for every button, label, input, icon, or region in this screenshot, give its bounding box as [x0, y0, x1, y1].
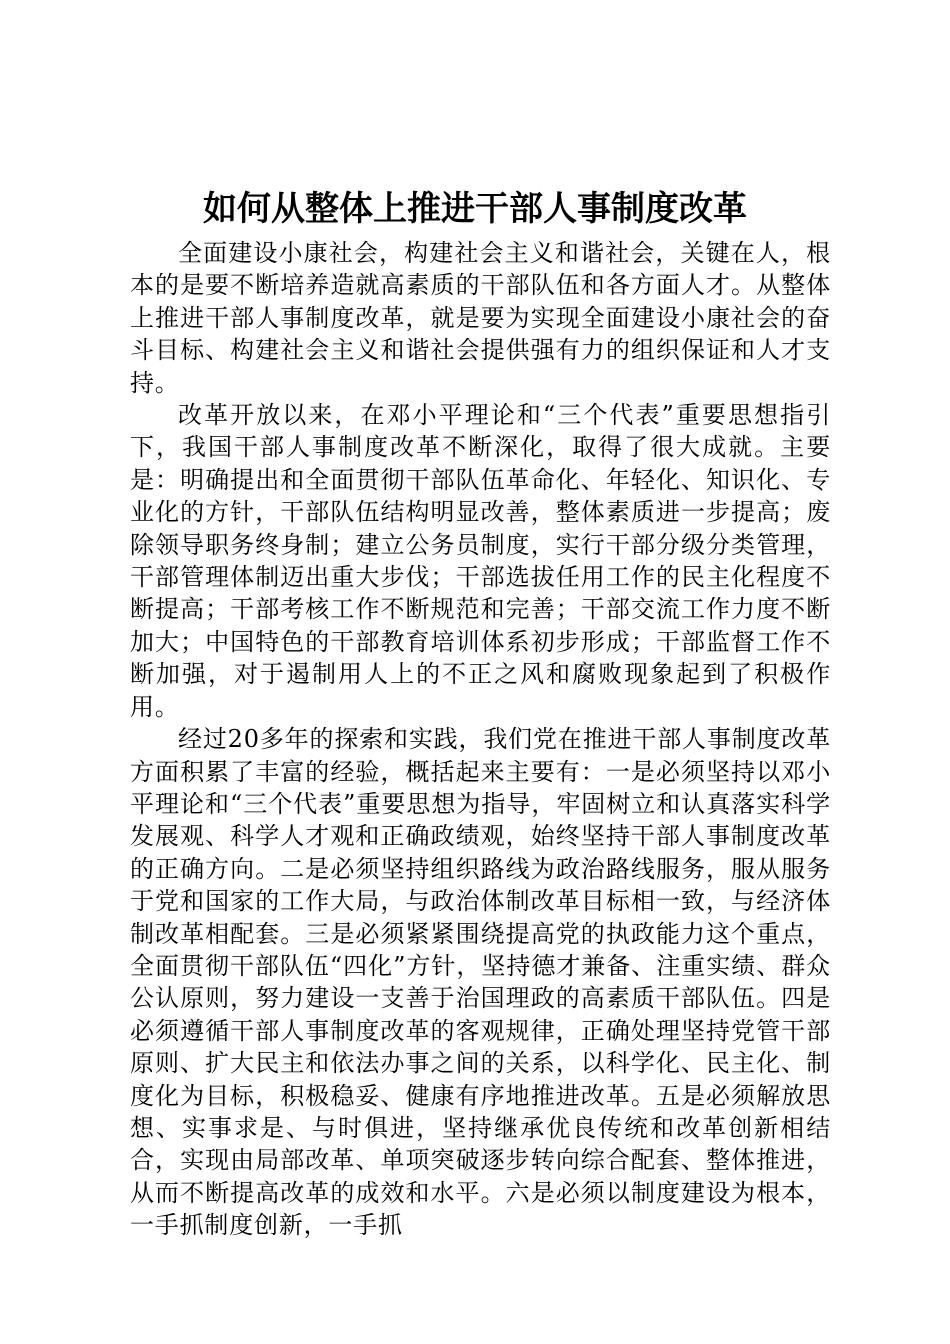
paragraph-3: 经过20多年的探索和实践，我们党在推进干部人事制度改革方面积累了丰富的经验，概括起来主要有：一是必须坚持以邓小平理论和“三个代表”重要思想为指导，牢固树立和认真落实科学发展观、科学人才观和正确政绩观，始终坚持干部人事制度改革的正确方向。二是必须坚持组织路线为政治路线服务，服从服务于党和国家的工作大局，与政治体制改革目标相一致，与经济体制改革相配套。三是必须紧紧围绕提高党的执政能力这个重点，全面贯彻干部队伍“四化”方针，坚持德才兼备、注重实绩、群众公认原则，努力建设一支善于治国理政的高素质干部队伍。四是必须遵循干部人事制度改革的客观规律，正确处理坚持党管干部原则、扩大民主和依法办事之间的关系，以科学化、民主化、制度化为目标，积极稳妥、健康有序地推进改革。五是必须解放思想、实事求是、与时俱进，坚持继承优良传统和改革创新相结合，实现由局部改革、单项突破逐步转向综合配套、整体推进，从而不断提高改革的成效和水平。六是必须以制度建设为根本，一手抓制度创新，一手抓	[130, 725, 831, 1240]
document-title: 如何从整体上推进干部人事制度改革	[203, 189, 747, 229]
paragraph-1: 全面建设小康社会，构建社会主义和谐社会，关键在人，根本的是要不断培养造就高素质的干部队伍和各方面人才。从整体上推进干部人事制度改革，就是要为实现全面建设小康社会的奋斗目标、构建社会主义和谐社会提供强有力的组织保证和人才支持。	[130, 239, 831, 397]
paragraph-2: 改革开放以来，在邓小平理论和“三个代表”重要思想指引下，我国干部人事制度改革不断深化，取得了很大成就。主要是：明确提出和全面贯彻干部队伍革命化、年轻化、知识化、专业化的方针，干部队伍结构明显改善，整体素质进一步提高；废除领导职务终身制；建立公务员制度，实行干部分级分类管理，干部管理体制迈出重大步伐；干部选拔任用工作的民主化程度不断提高；干部考核工作不断规范和完善；干部交流工作力度不断加大；中国特色的干部教育培训体系初步形成；干部监督工作不断加强，对于遏制用人上的不正之风和腐败现象起到了积极作用。	[130, 401, 831, 721]
document-body	[130, 237, 831, 1242]
